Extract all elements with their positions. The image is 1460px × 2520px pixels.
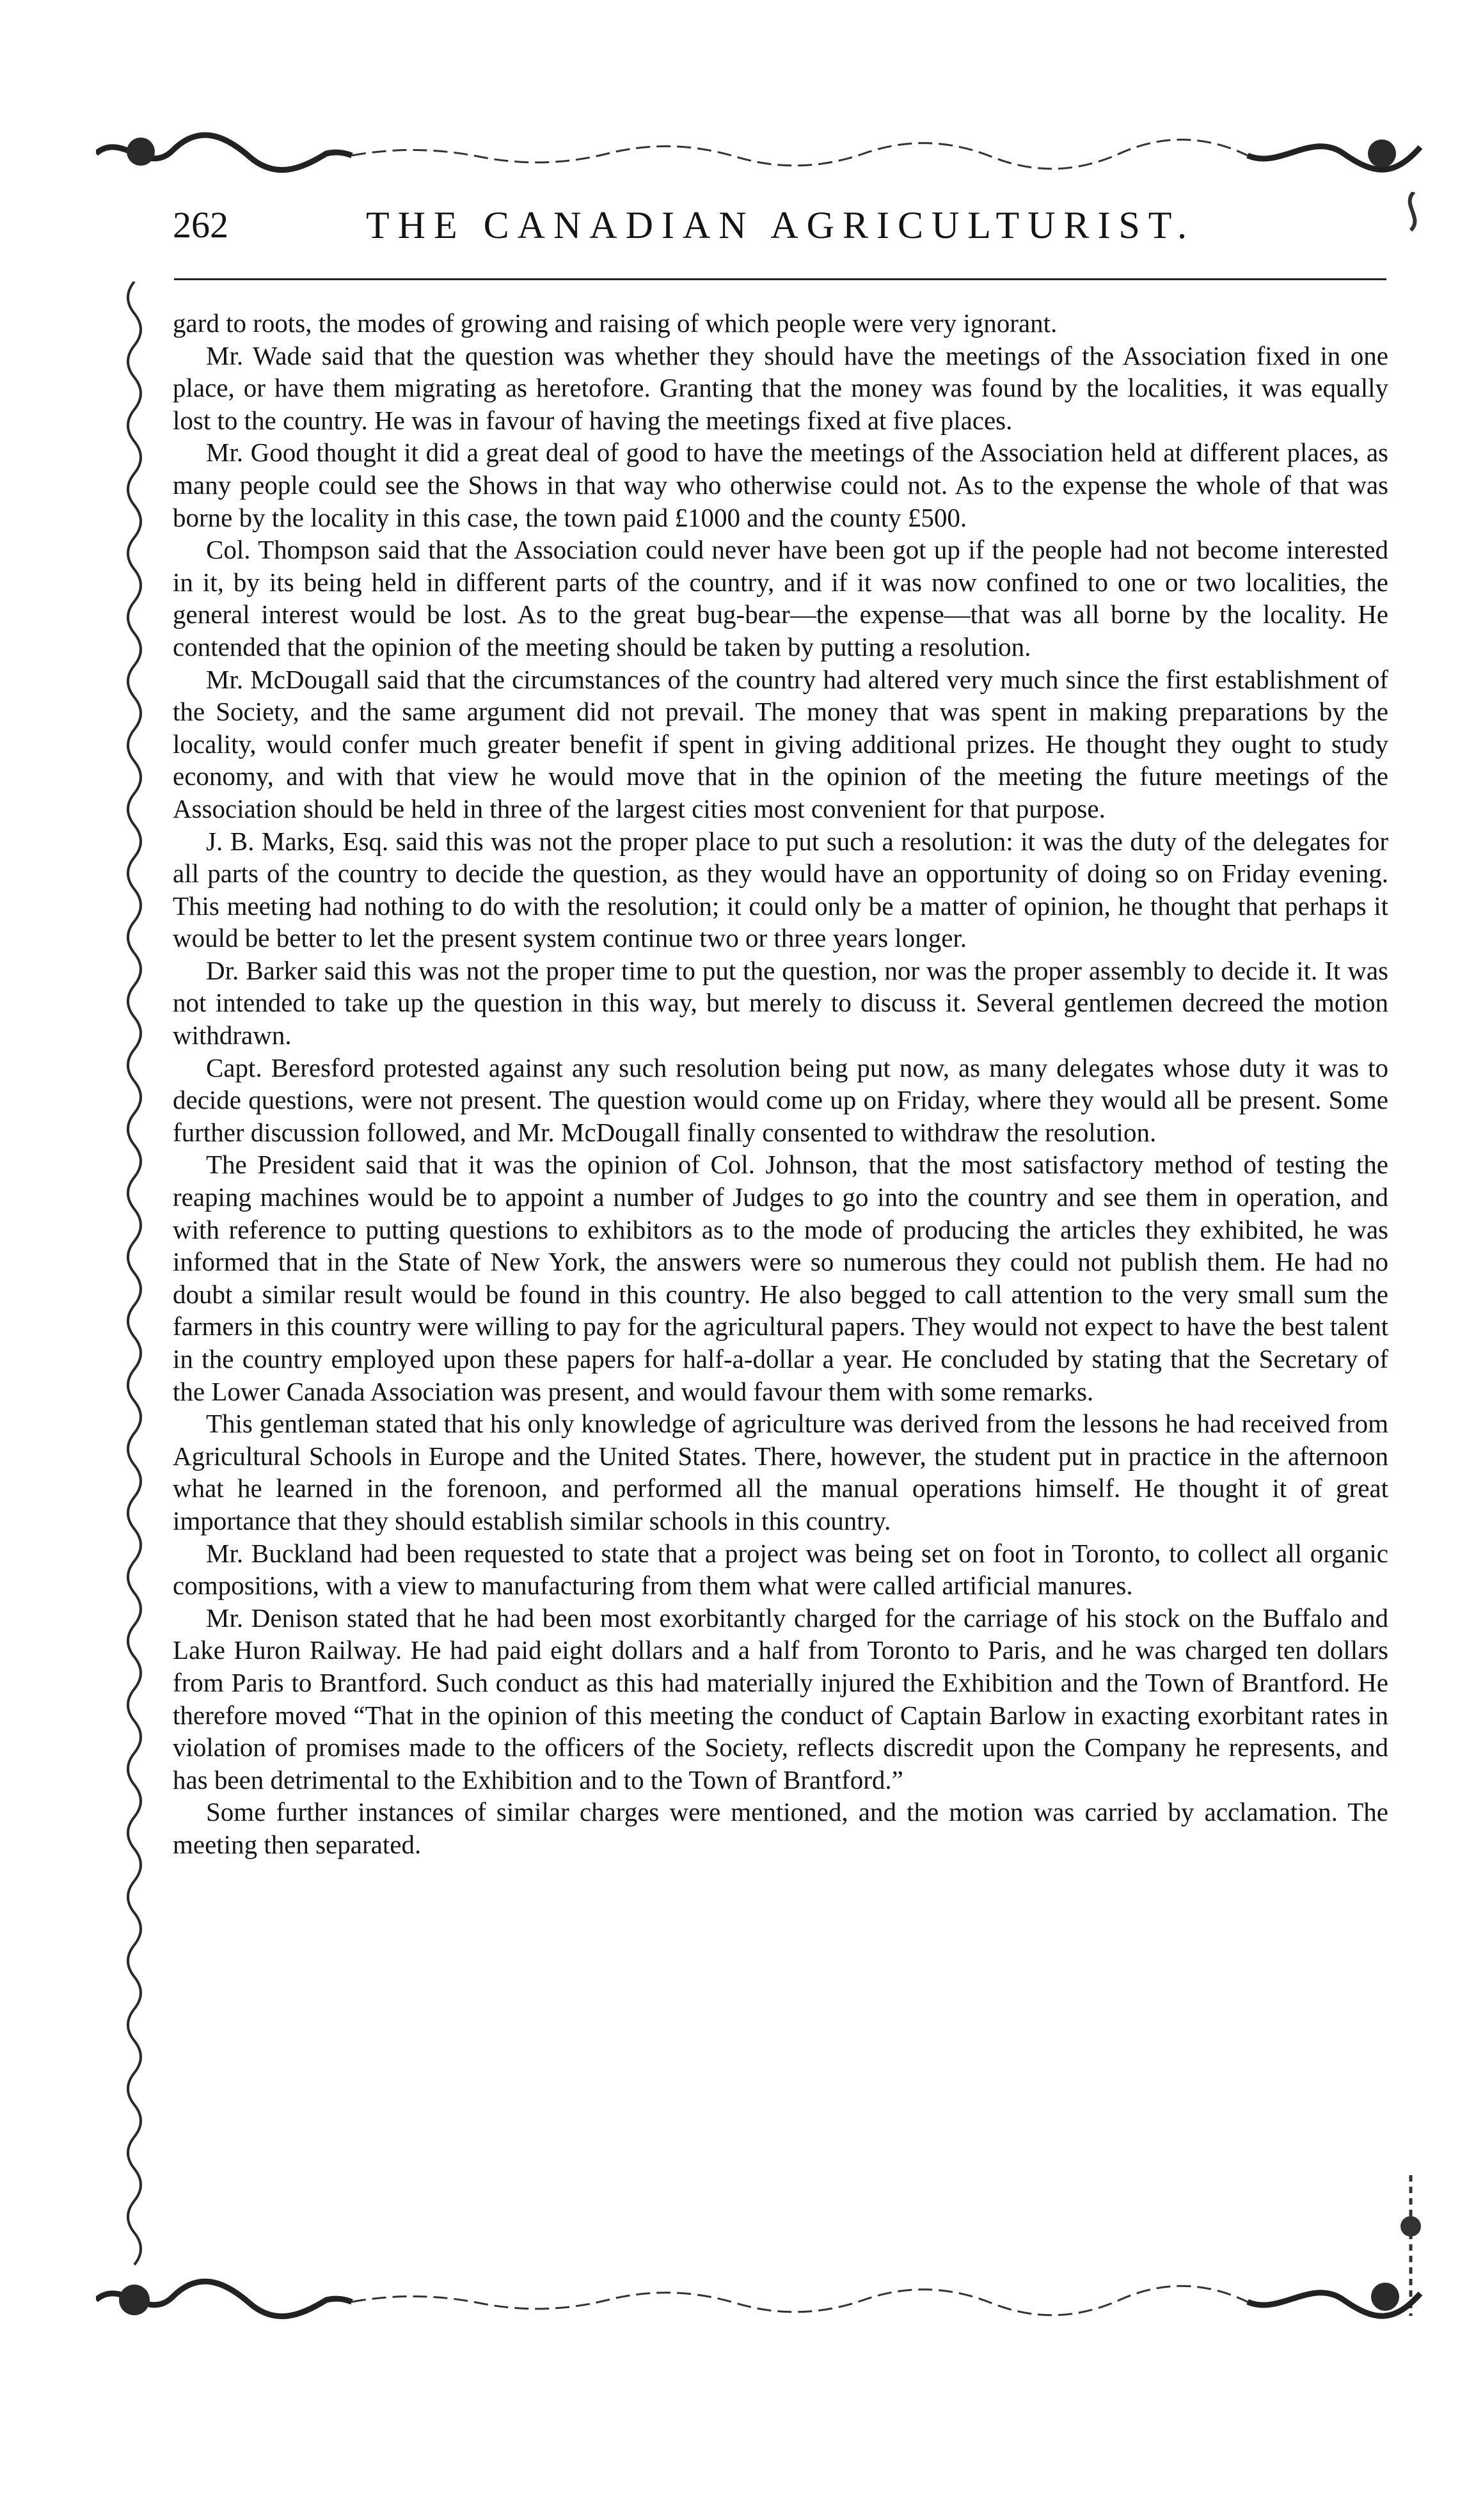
article-body [173, 307, 1388, 1861]
paragraph: Dr. Barker said this was not the proper time to put the question, nor was the proper assembly to decide it. It was not intended to take up the question in this way, but merely to discuss it. Several gentlemen decreed the motion withdrawn. [173, 955, 1388, 1050]
header-rule [174, 278, 1386, 280]
running-title: THE CANADIAN AGRICULTURIST. [366, 204, 1195, 246]
paragraph: Mr. Buckland had been requested to state that a project was being set on foot in Toronto, to collect all organic compositions, with a view to manufacturing from them what were called artificial manures. [173, 1538, 1388, 1601]
paragraph: Capt. Beresford protested against any such resolution being put now, as many delegates whose duty it was to decide questions, were not present. The question would come up on Friday, where they would all be present. Some further discussion followed, and Mr. McDougall finally consented to withdraw the resolution. [173, 1052, 1388, 1147]
paragraph: Mr. Denison stated that he had been most exorbitantly charged for the carriage of his stock on the Buffalo and Lake Huron Railway. He had paid eight dollars and a half from Toronto to Paris, and he was charged ten dollars from Paris to Brantford. Such conduct as this had materially injured the Exhibition and the Town of Brantford. He therefore moved “That in the opinion of this meeting the conduct of Captain Barlow in exacting exorbitant rates in violation of promises made to the officers of the Society, reflects discredit upon the Company he represents, and has been detrimental to the Exhibition and to the Town of Brantford.” [173, 1603, 1388, 1795]
right-ornamental-border [1388, 192, 1433, 2329]
paragraph: Some further instances of similar charges were mentioned, and the motion was carried by acclamation. The meeting then separated. [173, 1797, 1388, 1859]
paragraph: Mr. Good thought it did a great deal of good to have the meetings of the Association held at different places, as many people could see the Shows in that way who otherwise could not. As to the expense the whole of that was borne by the locality in this case, the town paid £1000 and the county £500. [173, 438, 1388, 532]
left-ornamental-border [115, 281, 154, 2278]
paragraph: The President said that it was the opinion of Col. Johnson, that the most satisfactory method of testing the reaping machines would be to appoint a number of Judges to go into the country and see them in operation, and with reference to putting questions to exhibitors as to the mode of producing the articles they exhibited, he was informed that in the State of New York, the answers were so numerous they could not publish them. He had no doubt a similar result would be found in this country. He also begged to call attention to the very small sum the farmers in this country were willing to pay for the agricultural papers. They would not expect to have the best talent in the country employed upon these papers for half-a-dollar a year. He concluded by stating that the Secretary of the Lower Canada Association was present, and would favour them with some remarks. [173, 1150, 1388, 1406]
paragraph: Mr. Wade said that the question was whether they should have the meetings of the Association fixed in one place, or have them migrating as heretofore. Granting that the money was found by the localities, it was equally lost to the country. He was in favour of having the meetings fixed at five places. [173, 340, 1388, 435]
bottom-ornamental-border [96, 2271, 1433, 2329]
page-number: 262 [173, 204, 228, 246]
paragraph: Mr. McDougall said that the circumstances of the country had altered very much since the first establishment of the Society, and the same argument did not prevail. The money that was spent in making preparations by the locality, would confer much greater benefit if spent in giving additional prizes. He thought they ought to study economy, and with that view he would move that in the opinion of the meeting the future meetings of the Association should be held in three of the largest cities most convenient for that purpose. [173, 664, 1388, 823]
paragraph: gard to roots, the modes of growing and raising of which people were very ignorant. [173, 308, 1058, 338]
paragraph: J. B. Marks, Esq. said this was not the proper place to put such a resolution: it was the duty of the delegates for all parts of the country to decide the question, as they would have an opportunity of doing so on Friday evening. This meeting had nothing to do with the resolution; it could only be a matter of opinion, he thought that perhaps it would be better to let the present system continue two or three years longer. [173, 826, 1388, 953]
paragraph: Col. Thompson said that the Association could never have been got up if the people had not become interested in it, by its being held in different parts of the country, and if it was now confined to one or two localities, the general interest would be lost. As to the great bug-bear—the expense—that was all borne by the locality. He contended that the opinion of the meeting should be taken by putting a resolution. [173, 535, 1388, 662]
paragraph: This gentleman stated that his only knowledge of agriculture was derived from the lessons he had received from Agricultural Schools in Europe and the United States. There, however, the student put in practice in the afternoon what he learned in the forenoon, and performed all the manual operations himself. He thought it of great importance that they should establish similar schools in this country. [173, 1409, 1388, 1535]
page-header [173, 200, 1388, 251]
top-ornamental-border [96, 125, 1433, 182]
